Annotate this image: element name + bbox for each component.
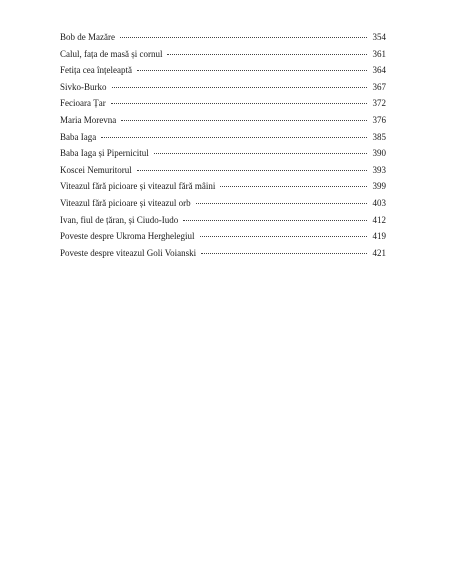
toc-entry-title: Maria Morevna — [60, 114, 117, 125]
toc-entry-title: Baba Iaga și Pipernicitul — [60, 148, 149, 159]
toc-entry-page-number: 403 — [372, 197, 386, 208]
toc-entry-page-number: 354 — [372, 32, 386, 42]
toc-entry-page-number: 412 — [372, 214, 386, 225]
toc-entry-title: Fecioara Țar — [60, 98, 106, 109]
dot-leader — [120, 37, 367, 38]
toc-entry — [60, 162, 386, 179]
toc-entry — [60, 145, 386, 162]
toc-entry — [60, 62, 386, 79]
dot-leader — [196, 203, 367, 204]
toc-entry-page-number: 372 — [372, 98, 386, 109]
dot-leader — [121, 120, 367, 121]
toc-entry-title: Calul, fața de masă și cornul — [60, 48, 163, 59]
toc-entry-page-number: 376 — [372, 114, 386, 125]
toc-entry-page-number: 367 — [372, 81, 386, 92]
dot-leader — [167, 54, 367, 55]
toc-entry — [60, 46, 386, 63]
toc-entry-title: Sivko-Burko — [60, 81, 107, 92]
toc-entry — [60, 112, 386, 129]
dot-leader — [111, 103, 367, 104]
toc-entry — [60, 195, 386, 212]
toc-entry — [60, 29, 386, 46]
toc-entry-title: Fetița cea înțeleaptă — [60, 65, 132, 76]
toc-entry-page-number: 364 — [372, 65, 386, 76]
dot-leader — [137, 170, 367, 171]
toc-entry-title: Bob de Mazăre — [60, 32, 115, 42]
toc-entry — [60, 95, 386, 112]
dot-leader — [220, 186, 367, 187]
toc-entry-title: Poveste despre viteazul Goli Voianski — [60, 247, 197, 258]
dot-leader — [200, 236, 367, 237]
toc-entry — [60, 178, 386, 195]
dot-leader — [154, 153, 367, 154]
table-of-contents — [60, 29, 386, 261]
toc-entry-title: Poveste despre Ukroma Herghelegiul — [60, 231, 195, 242]
dot-leader — [112, 87, 367, 88]
toc-entry — [60, 212, 386, 229]
toc-entry-page-number: 419 — [372, 231, 386, 242]
toc-entry — [60, 228, 386, 245]
toc-entry-title: Ivan, fiul de țăran, și Ciudo-Iudo — [60, 214, 179, 225]
toc-entry-page-number: 390 — [372, 148, 386, 159]
toc-entry — [60, 129, 386, 146]
toc-entry — [60, 245, 386, 262]
dot-leader — [101, 137, 367, 138]
toc-entry-page-number: 385 — [372, 131, 386, 142]
toc-entry-page-number: 421 — [372, 247, 386, 258]
toc-entry-page-number: 399 — [372, 181, 386, 192]
toc-entry-title: Viteazul fără picioare și viteazul orb — [60, 197, 191, 208]
toc-entry-title: Baba Iaga — [60, 131, 97, 142]
toc-entry-page-number: 361 — [372, 48, 386, 59]
toc-entry-page-number: 393 — [372, 164, 386, 175]
toc-entry-title: Koscei Nemuritorul — [60, 164, 132, 175]
toc-entry — [60, 79, 386, 96]
toc-entry-title: Viteazul fără picioare și viteazul fără mâini — [60, 181, 216, 192]
dot-leader — [201, 253, 367, 254]
dot-leader — [183, 220, 367, 221]
dot-leader — [137, 70, 367, 71]
